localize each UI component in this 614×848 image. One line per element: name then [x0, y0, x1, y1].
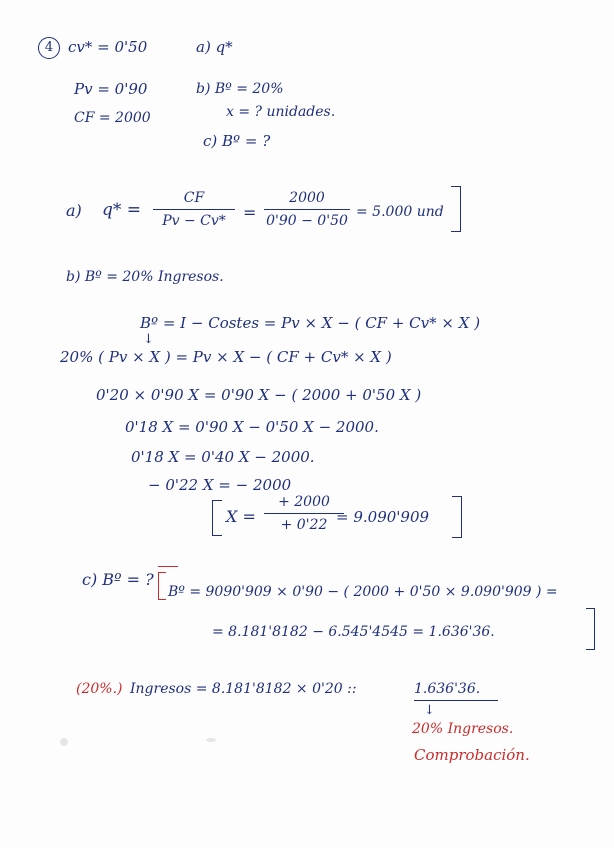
part-c-line-1: Bº = 9090'909 × 0'90 − ( 2000 + 0'50 × 9.090'909 ) = — [168, 584, 558, 600]
x-lhs: X = — [226, 507, 256, 526]
part-b-line-2: 20% ( Pv × X ) = Pv × X − ( CF + Cv* × X ) — [60, 348, 392, 366]
part-a-fraction-1 — [153, 190, 235, 229]
part-a-lhs: q* = — [102, 200, 142, 220]
x-result: = 9.090'909 — [336, 508, 430, 526]
check-main: Ingresos = 8.181'8182 × 0'20 :: — [130, 681, 357, 697]
part-a-label: a) — [66, 201, 82, 220]
fraction-1-bar — [153, 209, 235, 210]
fraction-1-denominator: Pv − Cv* — [162, 213, 226, 229]
x-numerator: + 2000 — [278, 494, 330, 510]
given-cv: cv* = 0'50 — [68, 38, 148, 56]
part-b-line-4: 0'18 X = 0'90 X − 0'50 X − 2000. — [125, 418, 379, 436]
part-c-red-bracket — [158, 572, 166, 600]
problem-number: 4 — [38, 37, 60, 59]
x-denominator: + 0'22 — [280, 517, 328, 533]
check-prefix: (20%.) — [76, 681, 123, 697]
x-fraction — [264, 494, 344, 533]
part-a-result: = 5.000 und — [356, 204, 444, 220]
part-a-equals: = — [243, 203, 257, 222]
part-c-line-2: = 8.181'8182 − 6.545'4545 = 1.636'36. — [212, 624, 495, 640]
question-b: b) Bº = 20% — [196, 81, 284, 97]
question-c: c) Bº = ? — [203, 132, 271, 150]
part-a-result-bracket — [451, 186, 461, 232]
part-b-line-5: 0'18 X = 0'40 X − 2000. — [131, 448, 315, 466]
fraction-2-denominator: 0'90 − 0'50 — [266, 213, 348, 229]
part-b-line-6: − 0'22 X = − 2000 — [148, 476, 292, 494]
check-result: 1.636'36. — [414, 681, 481, 697]
check-note-2: Comprobación. — [414, 746, 530, 764]
paper-smudge — [206, 738, 216, 742]
part-b-line-3: 0'20 × 0'90 X = 0'90 X − ( 2000 + 0'50 X ) — [96, 386, 422, 404]
red-mark — [158, 566, 178, 567]
paper-smudge — [60, 738, 68, 746]
down-arrow-icon: ↓ — [143, 332, 154, 347]
x-result-left-bracket — [212, 500, 222, 536]
given-pv: Pv = 0'90 — [74, 80, 148, 98]
part-c-result-bracket — [586, 608, 595, 650]
fraction-1-numerator: CF — [183, 190, 205, 206]
fraction-2-numerator: 2000 — [289, 190, 325, 206]
x-result-right-bracket — [452, 496, 462, 538]
check-note-1: 20% Ingresos. — [412, 721, 514, 737]
question-a: a) q* — [196, 38, 233, 56]
part-c-heading: c) Bº = ? — [82, 570, 154, 589]
question-b-sub: x = ? unidades. — [226, 104, 336, 120]
part-a-fraction-2 — [264, 190, 350, 229]
given-cf: CF = 2000 — [74, 110, 151, 126]
fraction-2-bar — [264, 209, 350, 210]
part-b-heading: b) Bº = 20% Ingresos. — [66, 269, 224, 285]
check-underline — [414, 700, 498, 701]
down-arrow-icon: ↓ — [424, 703, 435, 718]
part-b-line-1: Bº = I − Costes = Pv × X − ( CF + Cv* × X ) — [140, 314, 481, 332]
x-fraction-bar — [264, 513, 344, 514]
